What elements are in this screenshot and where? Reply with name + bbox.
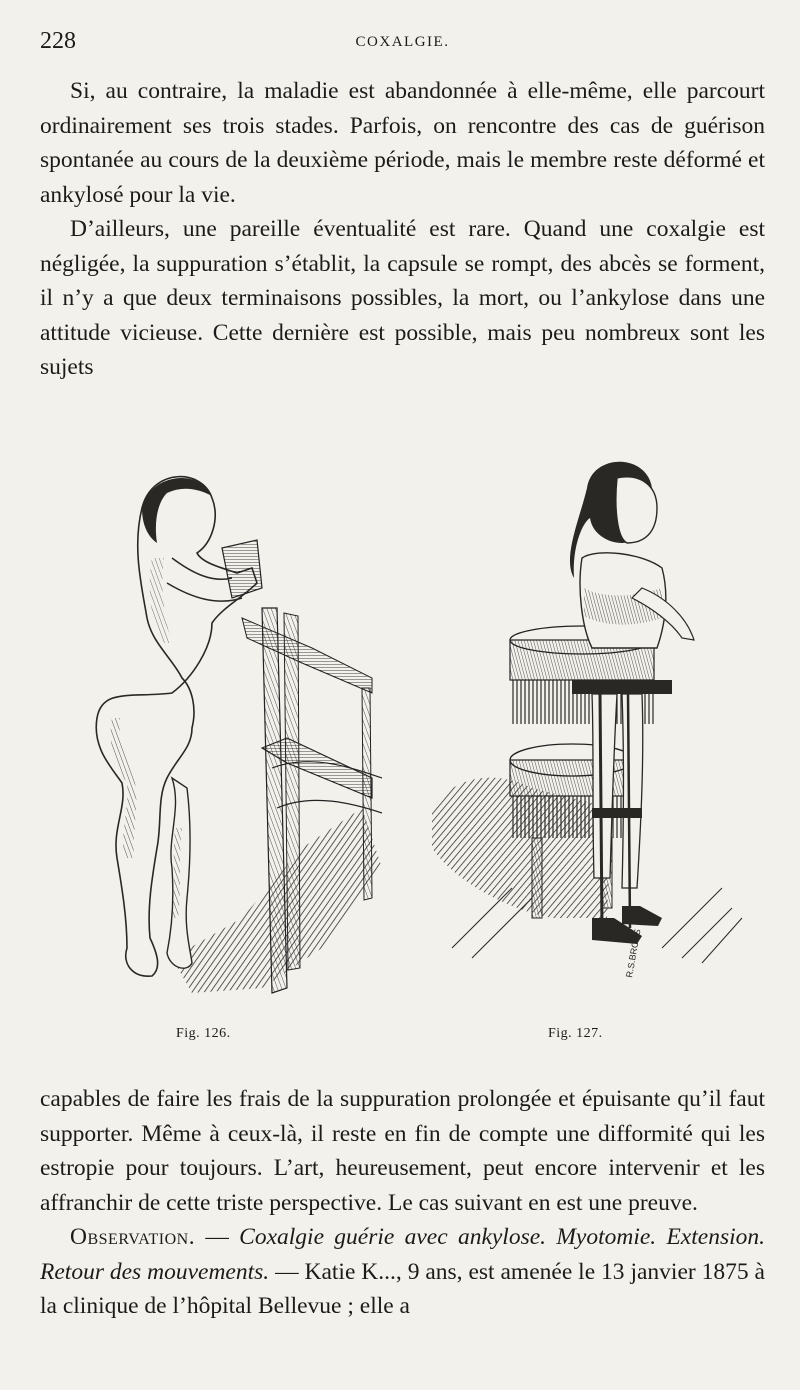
figure-126-caption: Fig. 126. — [176, 1026, 231, 1041]
page-header — [40, 28, 765, 58]
engraver-signature: R.S.BROSS — [624, 928, 643, 979]
paragraph: D’ailleurs, une pareille éventualité est rare. Quand une coxalgie est négligée, la suppuration s’établit, la capsule se rompt, des abcès se forment, il n’y a que deux terminaisons possibles, la mort, ou l’ankylose dans une attitude vicieuse. Cette dernière est possible, mais peu nombreux sont les sujets — [40, 216, 765, 380]
child-leaning-on-chair-illustration — [72, 448, 392, 1018]
observation-title: Coxalgie guérie avec ankylose. Myotomie. Extension. Retour des mouvements. — [40, 1224, 765, 1285]
text-block-top — [40, 74, 765, 385]
figure-127-engraving — [432, 448, 752, 1018]
page-number: 228 — [40, 28, 76, 54]
running-head: COXALGIE. — [355, 34, 450, 50]
paragraph: Si, au contraire, la maladie est abandonnée à elle-même, elle parcourt ordinairement ses trois stades. Parfois, on rencontre des cas de guérison spontanée au cours de la deuxième période, mais le membre reste déformé et ankylosé pour la vie. — [40, 78, 765, 208]
observation-dash: — — [195, 1224, 240, 1250]
child-with-brace-illustration — [432, 448, 752, 1018]
figure-127-caption: Fig. 127. — [548, 1026, 603, 1041]
figure-126-engraving — [72, 448, 392, 1018]
observation-body: — Katie K..., 9 ans, est amenée le 13 janvier 1875 à la clinique de l’hôpital Bellevue ; elle a — [40, 1258, 765, 1319]
paragraph: capables de faire les frais de la suppuration prolongée et épuisante qu’il faut supporter. Même à ceux-là, il reste en fin de compte une difformité qui les estropie pour toujours. L’art, heureusement, peut encore intervenir et les affranchir de cette triste perspective. Le cas suivant en est une preuve. — [40, 1086, 765, 1216]
observation-label: Observation. — [70, 1224, 196, 1250]
text-block-bottom — [40, 1082, 765, 1324]
observation-paragraph — [40, 1220, 765, 1324]
